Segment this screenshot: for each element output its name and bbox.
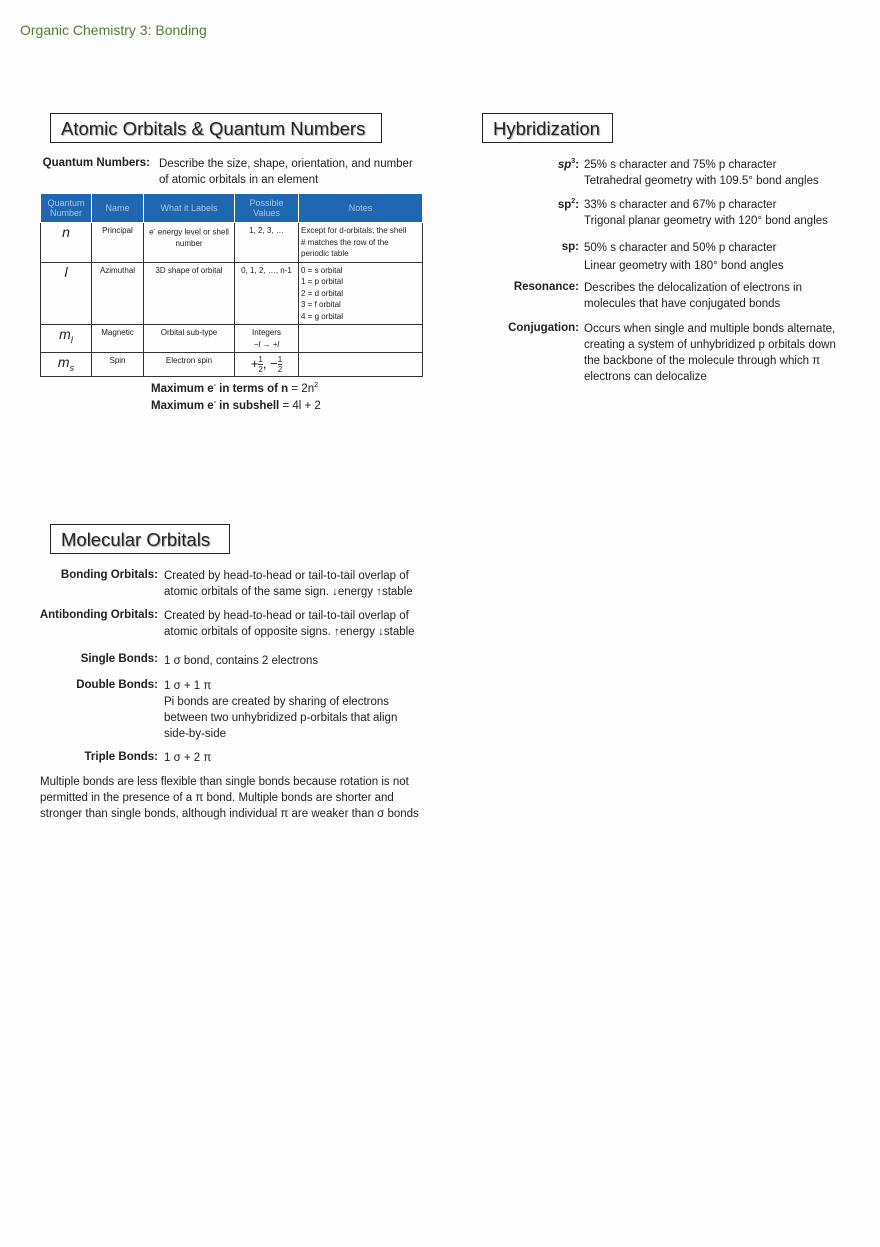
label-text: sp [557, 198, 572, 211]
quantum-desc-line2: of atomic orbitals in an element [159, 174, 319, 186]
double-bonds-desc [164, 678, 397, 742]
desc-line: Created by head-to-head or tail-to-tail overlap of [164, 610, 409, 622]
max-electrons-n [151, 378, 318, 397]
quantum-name: Principal [92, 223, 144, 263]
label-colon: : [575, 158, 579, 171]
desc-line: the backbone of the molecule through which π [584, 355, 821, 367]
hybrid-desc-sp [584, 240, 784, 274]
max-sup2: 2 [314, 382, 318, 389]
desc-line: Occurs when single and multiple bonds alternate, [584, 323, 836, 335]
values-line: Integers [252, 328, 281, 337]
quantum-labels: Electron spin [144, 353, 235, 377]
table-row [41, 262, 423, 325]
section-molecular-orbitals: Molecular Orbitals [50, 524, 230, 554]
max-sup: - [213, 399, 216, 406]
desc-line: Created by head-to-head or tail-to-tail overlap of [164, 570, 409, 582]
e-symbol: e [149, 227, 154, 237]
table-row [41, 325, 423, 353]
desc-line: Linear geometry with 180° bond angles [584, 260, 784, 272]
label-text: sp [557, 158, 572, 171]
label-sup: 2 [571, 198, 576, 205]
desc-line: 1 σ + 1 π [164, 680, 212, 692]
quantum-values: 1, 2, 3, … [235, 223, 299, 263]
quantum-name: Magnetic [92, 325, 144, 353]
note-line: 3 = f orbital [301, 300, 341, 309]
quantum-values [235, 325, 299, 353]
frac-den: 2 [277, 365, 283, 374]
resonance-label: Resonance: [513, 281, 579, 293]
table-header: Possible Values [235, 194, 299, 223]
max-sup: - [213, 382, 216, 389]
table-row [41, 353, 423, 377]
quantum-symbol: n [41, 223, 92, 263]
symbol-sub: s [69, 362, 75, 373]
table-header: Name [92, 194, 144, 223]
resonance-desc [584, 280, 802, 312]
hybrid-desc-sp3 [584, 157, 819, 189]
triple-bonds-desc: 1 σ + 2 π [164, 752, 212, 764]
max-label: Maximum e [151, 382, 214, 395]
antibonding-orbitals-label: Antibonding Orbitals: [39, 609, 158, 621]
desc-line: 50% s character and 50% p character [584, 242, 777, 254]
desc-line: electrons can delocalize [584, 371, 707, 383]
max-mid: in subshell [215, 399, 280, 412]
hybrid-label-sp2 [558, 198, 579, 211]
fraction [278, 355, 282, 374]
max-label: Maximum e [151, 399, 214, 412]
quantum-notes [299, 353, 423, 377]
e-charge: - [153, 227, 156, 233]
hybrid-label-sp3 [558, 158, 579, 171]
desc-line: Trigonal planar geometry with 120° bond angles [584, 215, 828, 227]
quantum-symbol [41, 325, 92, 353]
quantum-notes [299, 325, 423, 353]
conjugation-label: Conjugation: [508, 322, 579, 334]
note-line: 0 = s orbital [301, 265, 343, 275]
quantum-name: Spin [92, 353, 144, 377]
para-line: Multiple bonds are less flexible than single bonds because rotation is not [40, 776, 409, 788]
max-value: = 2n [288, 382, 315, 395]
quantum-name: Azimuthal [92, 262, 144, 325]
frac-num: 1 [258, 355, 263, 364]
quantum-symbol [41, 353, 92, 377]
labels-text: energy level or shell number [155, 227, 229, 249]
page-title: Organic Chemistry 3: Bonding [20, 22, 207, 38]
quantum-values: 0, 1, 2, …, n-1 [235, 262, 299, 325]
quantum-labels: 3D shape of orbital [144, 262, 235, 325]
note-line: Except for d-orbitals, the shell [301, 226, 407, 235]
conjugation-desc [584, 321, 836, 385]
desc-line: creating a system of unhybridized p orbitals down [584, 339, 836, 351]
note-line: periodic table [301, 249, 349, 258]
para-line: permitted in the presence of a π bond. Multiple bonds are shorter and [40, 792, 394, 804]
quantum-values [235, 353, 299, 377]
bonding-orbitals-label: Bonding Orbitals: [60, 569, 158, 581]
table-header-row [41, 194, 423, 223]
symbol-sub: l [70, 334, 73, 345]
symbol-base: m [59, 326, 71, 342]
desc-line: Tetrahedral geometry with 109.5° bond angles [584, 175, 819, 187]
desc-line: side-by-side [164, 728, 226, 740]
desc-line: atomic orbitals of the same sign. ↓energy ↑stable [164, 586, 413, 598]
hybrid-label-sp: sp: [561, 241, 579, 253]
para-line: stronger than single bonds, although individual π are weaker than σ bonds [40, 808, 419, 820]
max-value: = 4l + 2 [279, 399, 321, 412]
desc-line: between two unhybridized p-orbitals that align [164, 712, 398, 724]
note-line: # matches the row of the [301, 237, 389, 247]
desc-line: 25% s character and 75% p character [584, 159, 777, 171]
quantum-labels [144, 223, 235, 263]
single-bonds-desc: 1 σ bond, contains 2 electrons [164, 655, 319, 667]
section-atomic-orbitals: Atomic Orbitals & Quantum Numbers [50, 113, 382, 143]
label-sup: 3 [571, 158, 576, 165]
multiple-bonds-paragraph [40, 774, 460, 822]
note-line: 1 = p orbital [301, 277, 344, 286]
antibonding-orbitals-desc [164, 608, 415, 640]
table-header: What it Labels [144, 194, 235, 223]
quantum-notes [299, 262, 423, 325]
quantum-numbers-table [40, 193, 423, 377]
desc-line: Describes the delocalization of electrons in [584, 282, 802, 294]
frac-num: 1 [277, 355, 283, 364]
max-electrons-subshell [151, 395, 321, 414]
max-mid: in terms of n [215, 382, 289, 395]
bonding-orbitals-desc [164, 568, 413, 600]
note-line: 2 = d orbital [301, 288, 344, 298]
section-hybridization: Hybridization [482, 113, 613, 143]
single-bonds-label: Single Bonds: [80, 653, 158, 665]
double-bonds-label: Double Bonds: [76, 679, 158, 691]
quantum-labels: Orbital sub-type [144, 325, 235, 353]
frac-den: 2 [258, 365, 263, 374]
desc-line: Pi bonds are created by sharing of electrons [164, 696, 390, 708]
table-header: Quantum Number [41, 194, 92, 223]
plus-sign: + [250, 355, 259, 371]
minus-sign: , − [262, 355, 278, 371]
quantum-symbol: l [41, 262, 92, 325]
triple-bonds-label: Triple Bonds: [84, 751, 158, 763]
quantum-numbers-label: Quantum Numbers: [42, 157, 150, 169]
table-row [41, 223, 423, 263]
quantum-notes [299, 223, 423, 263]
hybrid-desc-sp2 [584, 197, 828, 229]
label-colon: : [575, 198, 579, 211]
table-header: Notes [299, 194, 423, 223]
quantum-desc-line1: Describe the size, shape, orientation, and number [159, 158, 413, 170]
desc-line: atomic orbitals of opposite signs. ↑energy ↓stable [164, 626, 415, 638]
desc-line: molecules that have conjugated bonds [584, 298, 781, 310]
symbol-base: m [57, 354, 70, 370]
values-range: −l → +l [253, 339, 280, 349]
quantum-numbers-desc [159, 156, 439, 188]
note-line: 4 = g orbital [301, 311, 344, 321]
desc-line: 33% s character and 67% p character [584, 199, 777, 211]
